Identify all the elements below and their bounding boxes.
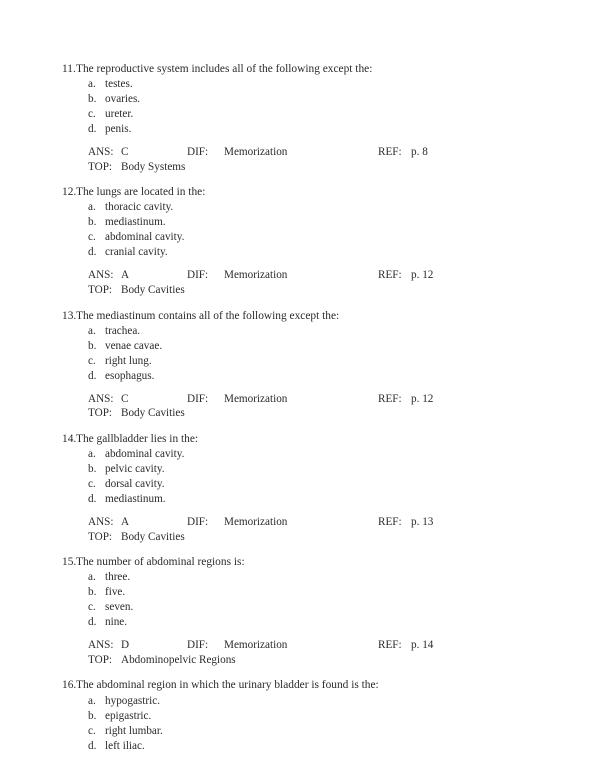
option-text: three. [105, 571, 131, 584]
dif-value: Memorization [224, 515, 288, 528]
ref-label: REF: [378, 515, 402, 528]
answer-metadata [50, 145, 550, 174]
option-text: ovaries. [105, 93, 141, 106]
option-letter: b. [88, 216, 97, 229]
answer-row [88, 268, 550, 283]
option-letter: d. [88, 369, 97, 382]
option-letter: d. [88, 492, 97, 505]
option-text: dorsal cavity. [105, 477, 165, 490]
question-stem: The reproductive system includes all of the following except the: [76, 63, 373, 75]
question-stem-line [50, 678, 550, 693]
list-item [50, 492, 550, 507]
list-item [50, 694, 550, 709]
ans-label: ANS: [88, 392, 114, 405]
ans-value: D [121, 639, 130, 652]
option-text: epigastric. [105, 709, 152, 722]
question-stem: The gallbladder lies in the: [76, 432, 199, 445]
list-item [50, 739, 550, 754]
ans-label: ANS: [88, 639, 114, 652]
top-label: TOP: [88, 160, 113, 173]
option-text: seven. [105, 601, 134, 614]
question-block [50, 432, 550, 544]
option-list [50, 694, 550, 754]
option-text: right lumbar. [105, 724, 163, 737]
option-letter: b. [88, 586, 97, 599]
option-text: mediastinum. [105, 492, 166, 505]
list-item [50, 122, 550, 137]
option-text: left iliac. [105, 739, 145, 752]
option-text: right lung. [105, 354, 152, 367]
list-item [50, 462, 550, 477]
question-stem-line [50, 62, 550, 77]
answer-metadata [50, 638, 550, 667]
answer-metadata [50, 392, 550, 421]
list-item [50, 230, 550, 245]
question-stem: The number of abdominal regions is: [76, 556, 245, 569]
ans-value: C [121, 392, 129, 405]
option-letter: d. [88, 246, 97, 259]
option-letter: a. [88, 571, 96, 584]
question-stem-line [50, 185, 550, 200]
question-number: 12. [62, 186, 77, 199]
option-text: hypogastric. [105, 694, 160, 707]
question-number: 11. [62, 63, 76, 75]
top-value: Body Cavities [121, 283, 185, 296]
list-item [50, 77, 550, 92]
dif-label: DIF: [187, 269, 209, 282]
option-letter: c. [88, 231, 96, 244]
question-stem-line [50, 432, 550, 447]
list-item [50, 92, 550, 107]
topic-row [88, 530, 550, 545]
ref-label: REF: [378, 146, 402, 159]
dif-value: Memorization [224, 269, 288, 282]
top-label: TOP: [88, 653, 113, 666]
question-number: 14. [62, 432, 77, 445]
option-letter: a. [88, 201, 96, 214]
option-list [50, 570, 550, 630]
answer-row [88, 392, 550, 407]
ref-label: REF: [378, 639, 402, 652]
option-list [50, 200, 550, 260]
option-letter: a. [88, 324, 96, 337]
ans-label: ANS: [88, 146, 114, 159]
list-item [50, 585, 550, 600]
top-value: Body Cavities [121, 407, 185, 420]
option-text: thoracic cavity. [105, 201, 174, 214]
answer-row [88, 515, 550, 530]
option-letter: c. [88, 601, 96, 614]
option-list [50, 447, 550, 507]
option-text: esophagus. [105, 369, 155, 382]
dif-value: Memorization [224, 639, 288, 652]
option-letter: a. [88, 694, 96, 707]
option-list [50, 77, 550, 137]
question-block [50, 185, 550, 297]
question-stem: The mediastinum contains all of the following except the: [76, 309, 340, 322]
topic-row [88, 653, 550, 668]
list-item [50, 245, 550, 260]
option-text: penis. [105, 123, 132, 136]
option-list [50, 324, 550, 384]
top-value: Body Cavities [121, 530, 185, 543]
ans-value: A [121, 269, 130, 282]
option-letter: c. [88, 108, 96, 121]
list-item [50, 724, 550, 739]
option-text: abdominal cavity. [105, 231, 185, 244]
option-letter: c. [88, 724, 96, 737]
list-item [50, 709, 550, 724]
question-number: 13. [62, 309, 77, 322]
option-letter: d. [88, 739, 97, 752]
topic-row [88, 160, 550, 175]
question-block [50, 555, 550, 667]
option-text: trachea. [105, 324, 141, 337]
list-item [50, 354, 550, 369]
option-letter: a. [88, 78, 96, 91]
ans-value: A [121, 515, 130, 528]
top-value: Body Systems [121, 160, 186, 173]
list-item [50, 369, 550, 384]
top-label: TOP: [88, 530, 113, 543]
question-number: 15. [62, 556, 77, 569]
option-letter: b. [88, 709, 97, 722]
answer-row [88, 638, 550, 653]
answer-metadata [50, 515, 550, 544]
list-item [50, 200, 550, 215]
top-label: TOP: [88, 283, 113, 296]
list-item [50, 107, 550, 122]
option-text: testes. [105, 78, 133, 91]
option-letter: b. [88, 93, 97, 106]
question-block [50, 309, 550, 421]
list-item [50, 215, 550, 230]
ans-value: C [121, 146, 129, 159]
topic-row [88, 406, 550, 421]
ref-value: p. 13 [411, 515, 434, 528]
question-block [50, 62, 550, 174]
question-block [50, 678, 550, 753]
question-stem-line [50, 309, 550, 324]
topic-row [88, 283, 550, 298]
ref-value: p. 12 [411, 269, 434, 282]
option-text: abdominal cavity. [105, 447, 185, 460]
question-stem: The lungs are located in the: [76, 186, 206, 199]
option-text: five. [105, 586, 126, 599]
ref-label: REF: [378, 269, 402, 282]
question-stem-line [50, 555, 550, 570]
option-letter: d. [88, 123, 97, 136]
dif-value: Memorization [224, 392, 288, 405]
top-label: TOP: [88, 407, 113, 420]
option-letter: b. [88, 339, 97, 352]
option-text: ureter. [105, 108, 134, 121]
option-text: venae cavae. [105, 339, 163, 352]
answer-metadata [50, 268, 550, 297]
option-text: nine. [105, 616, 128, 629]
top-value: Abdominopelvic Regions [121, 653, 236, 666]
ref-value: p. 14 [411, 639, 434, 652]
dif-label: DIF: [187, 146, 209, 159]
option-letter: d. [88, 616, 97, 629]
dif-label: DIF: [187, 639, 209, 652]
dif-value: Memorization [224, 146, 288, 159]
list-item [50, 615, 550, 630]
list-item [50, 324, 550, 339]
list-item [50, 570, 550, 585]
question-number: 16. [62, 679, 77, 692]
dif-label: DIF: [187, 515, 209, 528]
option-letter: b. [88, 462, 97, 475]
ans-label: ANS: [88, 515, 114, 528]
option-letter: c. [88, 477, 96, 490]
option-text: mediastinum. [105, 216, 166, 229]
ref-value: p. 12 [411, 392, 434, 405]
list-item [50, 339, 550, 354]
answer-row [88, 145, 550, 160]
list-item [50, 600, 550, 615]
ref-label: REF: [378, 392, 402, 405]
list-item [50, 447, 550, 462]
ans-label: ANS: [88, 269, 114, 282]
option-text: cranial cavity. [105, 246, 168, 259]
option-letter: a. [88, 447, 96, 460]
option-letter: c. [88, 354, 96, 367]
ref-value: p. 8 [411, 146, 428, 159]
list-item [50, 477, 550, 492]
dif-label: DIF: [187, 392, 209, 405]
option-text: pelvic cavity. [105, 462, 165, 475]
question-stem: The abdominal region in which the urinary bladder is found is the: [76, 679, 379, 692]
